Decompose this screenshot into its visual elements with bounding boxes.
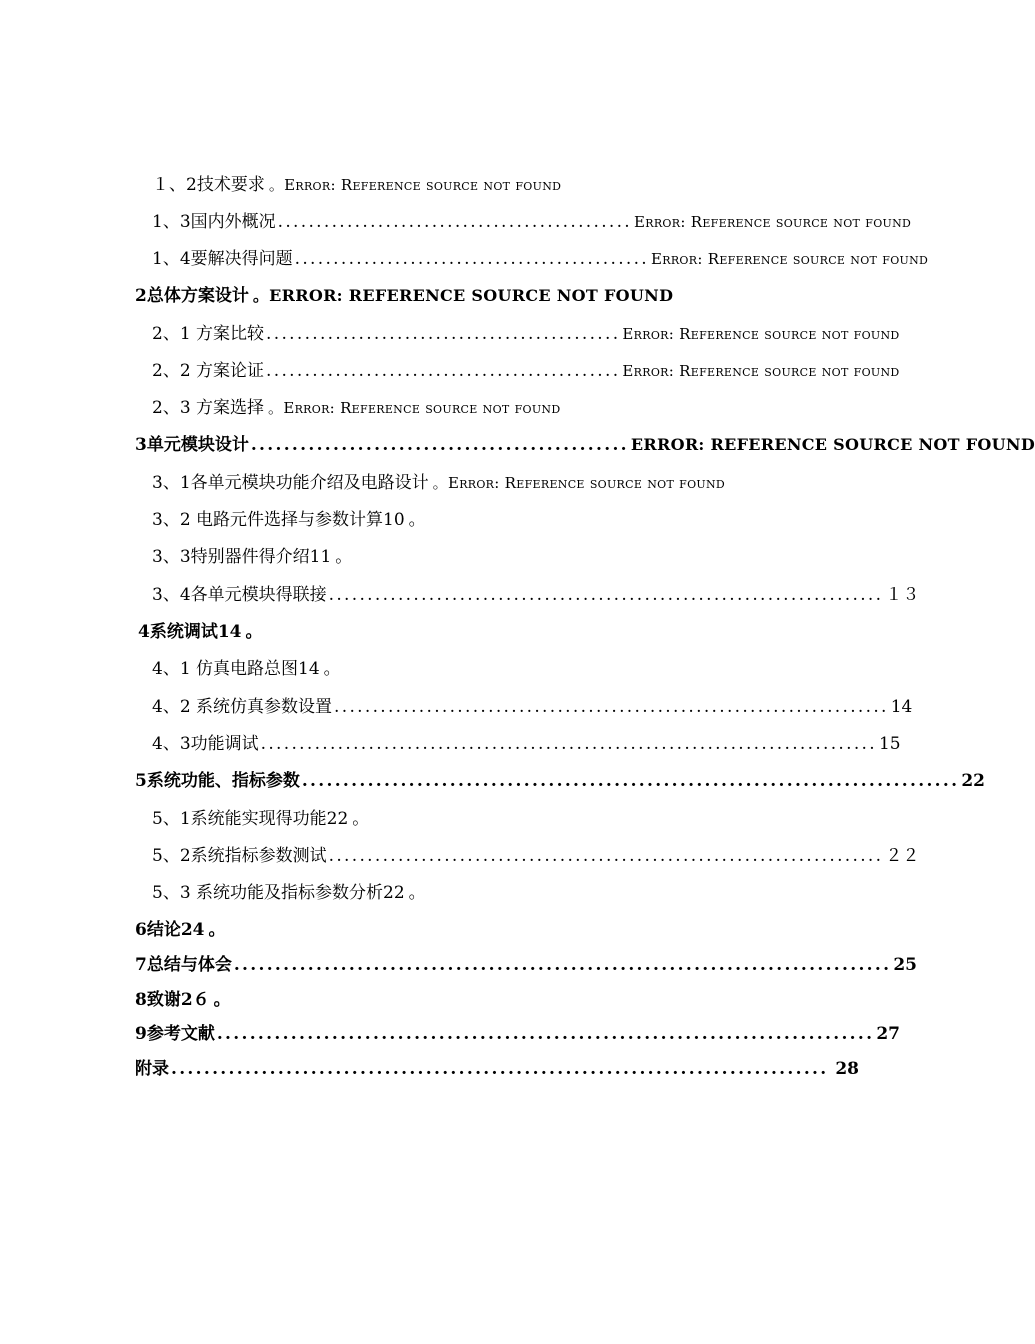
toc-chapter[interactable] [135,766,985,796]
toc-entry[interactable] [152,841,920,871]
toc-chapter-title: 3单元模块设计 [135,435,249,455]
toc-page-number: 15 [878,734,901,754]
toc-entry[interactable] [152,207,912,237]
toc-entry[interactable] [152,654,950,684]
toc-chapter[interactable] [135,915,950,945]
toc-entry-title: 3、4各单元模块得联接 [152,585,327,605]
toc-leader-dots: ........................................................................ [328,846,884,866]
toc-entry-tail: 。 [245,622,263,642]
toc-entry-error: Error: Reference source not found [651,250,929,268]
toc-leader-dots: .............................................. [277,212,633,232]
toc-entry[interactable] [152,580,920,610]
toc-leader-dots: .............................................. [250,435,629,455]
toc-entry[interactable] [152,468,950,498]
toc-chapter-title: 6结论24 [135,920,205,940]
toc-chapter[interactable] [135,985,950,1015]
toc-chapter-title: 附录 [135,1059,169,1079]
toc-entry-title: 5、1系统能实现得功能22 [152,809,349,829]
toc-entry-error: 。Error: Reference source not found [268,176,562,194]
toc-entry-title: 2、3 方案选择 [152,398,265,418]
toc-chapter[interactable] [135,950,917,980]
toc-chapter-title: 8致谢2６ [135,990,210,1010]
toc-entry[interactable] [152,170,950,200]
toc-entry[interactable] [152,505,950,535]
toc-chapter[interactable] [138,617,950,647]
toc-chapter-title: 2总体方案设计 [135,286,249,306]
toc-entry[interactable] [152,542,950,572]
toc-leader-dots: ................................................................................ [233,955,892,975]
toc-entry-tail: 。 [335,547,353,567]
toc-entry-tail: 。 [208,920,226,940]
toc-page-number: 14 [890,697,913,717]
toc-entry-title: 4、2 系统仿真参数设置 [152,697,333,717]
toc-entry-tail: 。 [408,510,426,530]
toc-entry-error: 。ERROR: REFERENCE SOURCE NOT FOUND [252,286,674,305]
toc-chapter[interactable] [135,1019,900,1049]
toc-entry[interactable] [152,393,950,423]
toc-chapter-title: 4系统调试14 [138,622,242,642]
toc-entry-title: 1、3国内外概况 [152,212,276,232]
toc-entry-error: Error: Reference source not found [622,325,900,343]
toc-entry-title: 4、3功能调试 [152,734,259,754]
toc-entry-title: 3、3特别器件得介绍11 [152,547,332,567]
toc-entry-error: Error: Reference source not found [622,362,900,380]
toc-entry-title: 2、2 方案论证 [152,361,265,381]
toc-chapter[interactable] [135,281,950,311]
toc-entry-tail: 。 [408,883,426,903]
toc-entry-error: 。Error: Reference source not found [432,474,726,492]
toc-entry[interactable] [152,729,901,759]
toc-chapter[interactable] [135,1054,859,1084]
toc-chapter-title: 9参考文献 [135,1024,215,1044]
toc-entry[interactable] [152,356,900,386]
toc-leader-dots: .............................................. [266,361,621,381]
toc-entry[interactable] [152,692,913,722]
toc-chapter-title: 5系统功能、指标参数 [135,771,300,791]
toc-entry-title: １、2技术要求 [152,175,265,195]
toc-page-number: ２２ [885,846,920,866]
toc-leader-dots: ........................................................................ [334,697,889,717]
toc-leader-dots: ................................................................................ [260,734,877,754]
toc-chapter[interactable] [135,430,1035,460]
toc-entry-title: 5、3 系统功能及指标参数分析22 [152,883,405,903]
toc-entry-title: 2、1 方案比较 [152,324,265,344]
toc-page-number: １３ [885,585,920,605]
toc-entry-error: 。Error: Reference source not found [268,399,561,417]
toc-page-number: 28 [835,1059,859,1079]
toc-leader-dots: ........................................................................ [328,585,884,605]
toc-entry[interactable] [152,319,900,349]
toc-chapter-title: 7总结与体会 [135,955,232,975]
toc-leader-dots: ................................................................................ [301,771,960,791]
toc-entry-title: 3、1各单元模块功能介绍及电路设计 [152,473,429,493]
toc-leader-dots: ................................................................................ [216,1024,875,1044]
toc-entry-title: 4、1 仿真电路总图14 [152,659,320,679]
toc-entry-tail: 。 [352,809,370,829]
toc-leader-dots: ................................................................................ [171,1059,829,1079]
toc-entry[interactable] [152,244,929,274]
toc-entry-title: 1、4要解决得问题 [152,249,293,269]
toc-entry[interactable] [152,804,950,834]
toc-leader-dots: .............................................. [294,249,650,269]
toc-page-number: 22 [961,771,985,791]
toc-entry-error: ERROR: REFERENCE SOURCE NOT FOUND [630,435,1035,454]
toc-entry-error: Error: Reference source not found [634,213,912,231]
toc-page-number: 27 [876,1024,900,1044]
toc-entry-title: 5、2系统指标参数测试 [152,846,327,866]
toc-entry-tail: 。 [323,659,341,679]
toc-entry-tail: 。 [213,990,231,1010]
toc-entry[interactable] [152,878,950,908]
toc-entry-title: 3、2 电路元件选择与参数计算10 [152,510,405,530]
toc-leader-dots: .............................................. [266,324,621,344]
toc-page-number: 25 [893,955,917,975]
